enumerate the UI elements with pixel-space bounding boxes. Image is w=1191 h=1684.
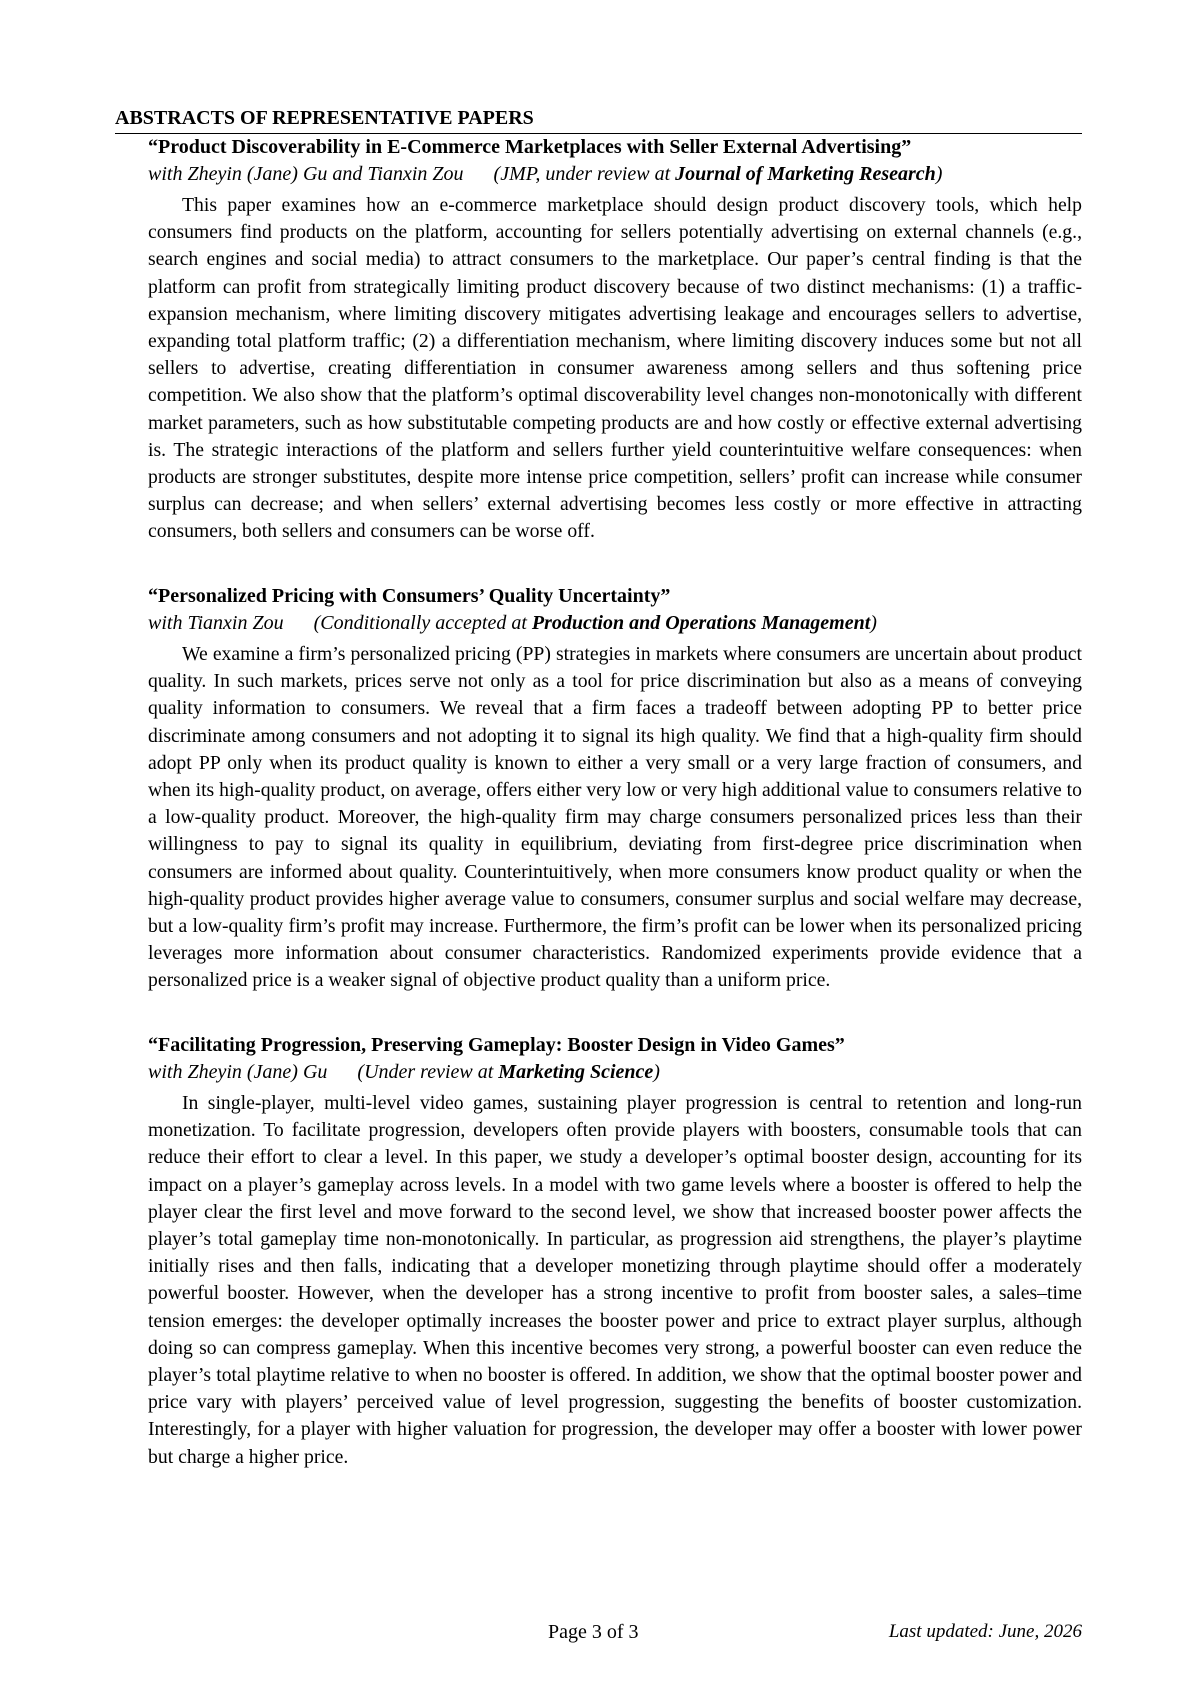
page-number: Page 3 of 3 bbox=[548, 1621, 639, 1643]
paper-status bbox=[357, 1061, 660, 1083]
paper-authors: with Zheyin (Jane) Gu bbox=[148, 1061, 328, 1083]
paper-abstract: We examine a firm’s personalized pricing (PP) strategies in markets where consumers are uncertain about product quality. In such markets, prices serve not only as a tool for price discrimination but also as a means of conveying quality information to consumers. We reveal that a firm faces a tradeoff between adopting PP to better price discriminate among consumers and not adopting it to signal its high quality. We find that a high-quality firm should adopt PP only when its product quality is known to either a very small or a very large fraction of consumers, and when its high-quality product, on average, offers either very low or very high additional value to consumers relative to a low-quality product. Moreover, the high-quality firm may charge consumers personalized prices less than their willingness to pay to signal its quality in equilibrium, deviating from first-degree price discrimination when consumers are informed about quality. Counterintuitively, when more consumers know product quality or when the high-quality product provides higher average value to consumers, consumer surplus and social welfare may decrease, but a low-quality firm’s profit may increase. Furthermore, the firm’s profit can be lower when its personalized pricing leverages more information about consumer characteristics. Randomized experiments provide evidence that a personalized price is a weaker signal of objective product quality than a uniform price. bbox=[148, 643, 1082, 992]
paper-title: “Personalized Pricing with Consumers’ Quality Uncertainty” bbox=[148, 585, 671, 607]
paper-entry bbox=[148, 1032, 1082, 1471]
section-heading: ABSTRACTS OF REPRESENTATIVE PAPERS bbox=[115, 106, 1082, 134]
paper-authors: with Zheyin (Jane) Gu and Tianxin Zou bbox=[148, 163, 464, 185]
paper-status bbox=[494, 163, 943, 185]
paper-meta bbox=[148, 161, 1082, 188]
paper-entry bbox=[148, 583, 1082, 995]
status-prefix: (JMP, under review at bbox=[493, 163, 676, 185]
journal-name: Production and Operations Management bbox=[531, 612, 871, 634]
status-prefix: (Conditionally accepted at bbox=[313, 612, 532, 634]
paper-abstract: This paper examines how an e-commerce marketplace should design product discovery tools, which help consumers find products on the platform, accounting for sellers potentially advertising on external channels (e.g., search engines and social media) to attract consumers to the marketplace. Our paper’s central finding is that the platform can profit from strategically limiting product discovery because of two distinct mechanisms: (1) a traffic-expansion mechanism, where limiting discovery mitigates advertising leakage and encourages sellers to advertise, expanding total platform traffic; (2) a differentiation mechanism, where limiting discovery induces some but not all sellers to advertise, creating differentiation in consumer awareness among sellers and thus softening price competition. We also show that the platform’s optimal discoverability level changes non-monotonically with different market parameters, such as how substitutable competing products are and how costly or effective external advertising is. The strategic interactions of the platform and sellers further yield counterintuitive welfare consequences: when products are stronger substitutes, despite more intense price competition, sellers’ profit can increase while consumer surplus can decrease; and when sellers’ external advertising becomes less costly or more effective in attracting consumers, both sellers and consumers can be worse off. bbox=[148, 194, 1082, 543]
status-suffix: ) bbox=[653, 1061, 660, 1083]
journal-name: Marketing Science bbox=[498, 1061, 654, 1083]
paper-abstract: In single-player, multi-level video games, sustaining player progression is central to retention and long-run monetization. To facilitate progression, developers often provide players with boosters, consumable tools that can reduce their effort to clear a level. In this paper, we study a developer’s optimal booster design, accounting for its impact on a player’s gameplay across levels. In a model with two game levels where a booster is offered to help the player clear the first level and move forward to the second level, we show that increased booster power affects the player’s total gameplay time non-monotonically. In particular, as progression aid strengthens, the player’s playtime initially rises and then falls, indicating that a developer monetizing through playtime should offer a moderately powerful booster. However, when the developer has a strong incentive to profit from booster sales, a sales–time tension emerges: the developer optimally increases the booster power and price to extract player surplus, although doing so can compress gameplay. When this incentive becomes very strong, a powerful booster can even reduce the player’s total playtime relative to when no booster is offered. In addition, we show that the optimal booster power and price vary with players’ perceived value of level progression, suggesting the benefits of booster customization. Interestingly, for a player with higher valuation for progression, the developer may offer a booster with lower power but charge a higher price. bbox=[148, 1092, 1082, 1468]
paper-meta bbox=[148, 1059, 1082, 1086]
paper-authors: with Tianxin Zou bbox=[148, 612, 284, 634]
paper-title: “Product Discoverability in E-Commerce Marketplaces with Seller External Advertising” bbox=[148, 136, 912, 158]
journal-name: Journal of Marketing Research bbox=[675, 163, 936, 185]
paper-title: “Facilitating Progression, Preserving Gameplay: Booster Design in Video Games” bbox=[148, 1034, 845, 1056]
status-prefix: (Under review at bbox=[357, 1061, 499, 1083]
status-suffix: ) bbox=[870, 612, 877, 634]
paper-entry bbox=[148, 134, 1082, 546]
paper-status bbox=[314, 612, 877, 634]
last-updated: Last updated: June, 2026 bbox=[888, 1621, 1082, 1642]
paper-meta bbox=[148, 610, 1082, 637]
status-suffix: ) bbox=[935, 163, 943, 185]
